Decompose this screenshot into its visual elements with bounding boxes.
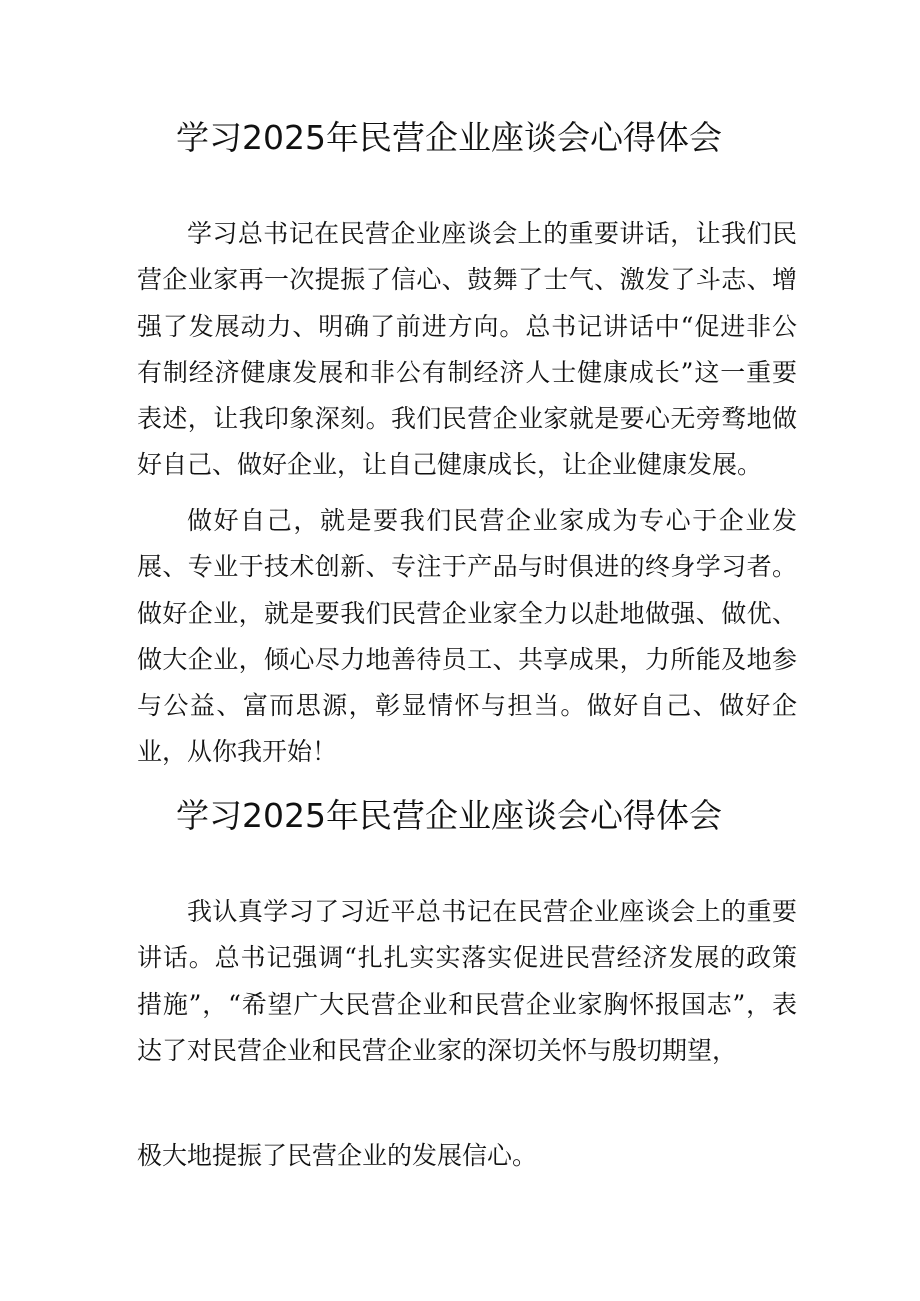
section-title: 学习2025年民营企业座谈会心得体会	[176, 796, 722, 835]
paragraph: 我认真学习了习近平总书记在民营企业座谈会上的重要讲话。总书记强调“扎扎实实落实促进民营经济发展的政策措施”，“希望广大民营企业和民营企业家胸怀报国志”，表达了对民营企业和民营企业家的深切关怀与殷切期望，	[137, 897, 797, 1065]
paragraph: 学习总书记在民营企业座谈会上的重要讲话，让我们民营企业家再一次提振了信心、鼓舞了士气、激发了斗志、增强了发展动力、明确了前进方向。总书记讲话中“促进非公有制经济健康发展和非公有制经济人士健康成长”这一重要表述，让我印象深刻。我们民营企业家就是要心无旁骛地做好自己、做好企业，让自己健康成长，让企业健康发展。	[137, 219, 797, 480]
paragraph: 做好自己，就是要我们民营企业家成为专心于企业发展、专业于技术创新、专注于产品与时俱进的终身学习者。做好企业，就是要我们民营企业家全力以赴地做强、做优、做大企业，倾心尽力地善待员工、共享成果，力所能及地参与公益、富而思源，彰显情怀与担当。做好自己、做好企业，从你我开始！	[137, 506, 797, 767]
section-title: 学习2025年民营企业座谈会心得体会	[176, 118, 722, 157]
paragraph: 极大地提振了民营企业的发展信心。	[137, 1141, 538, 1170]
